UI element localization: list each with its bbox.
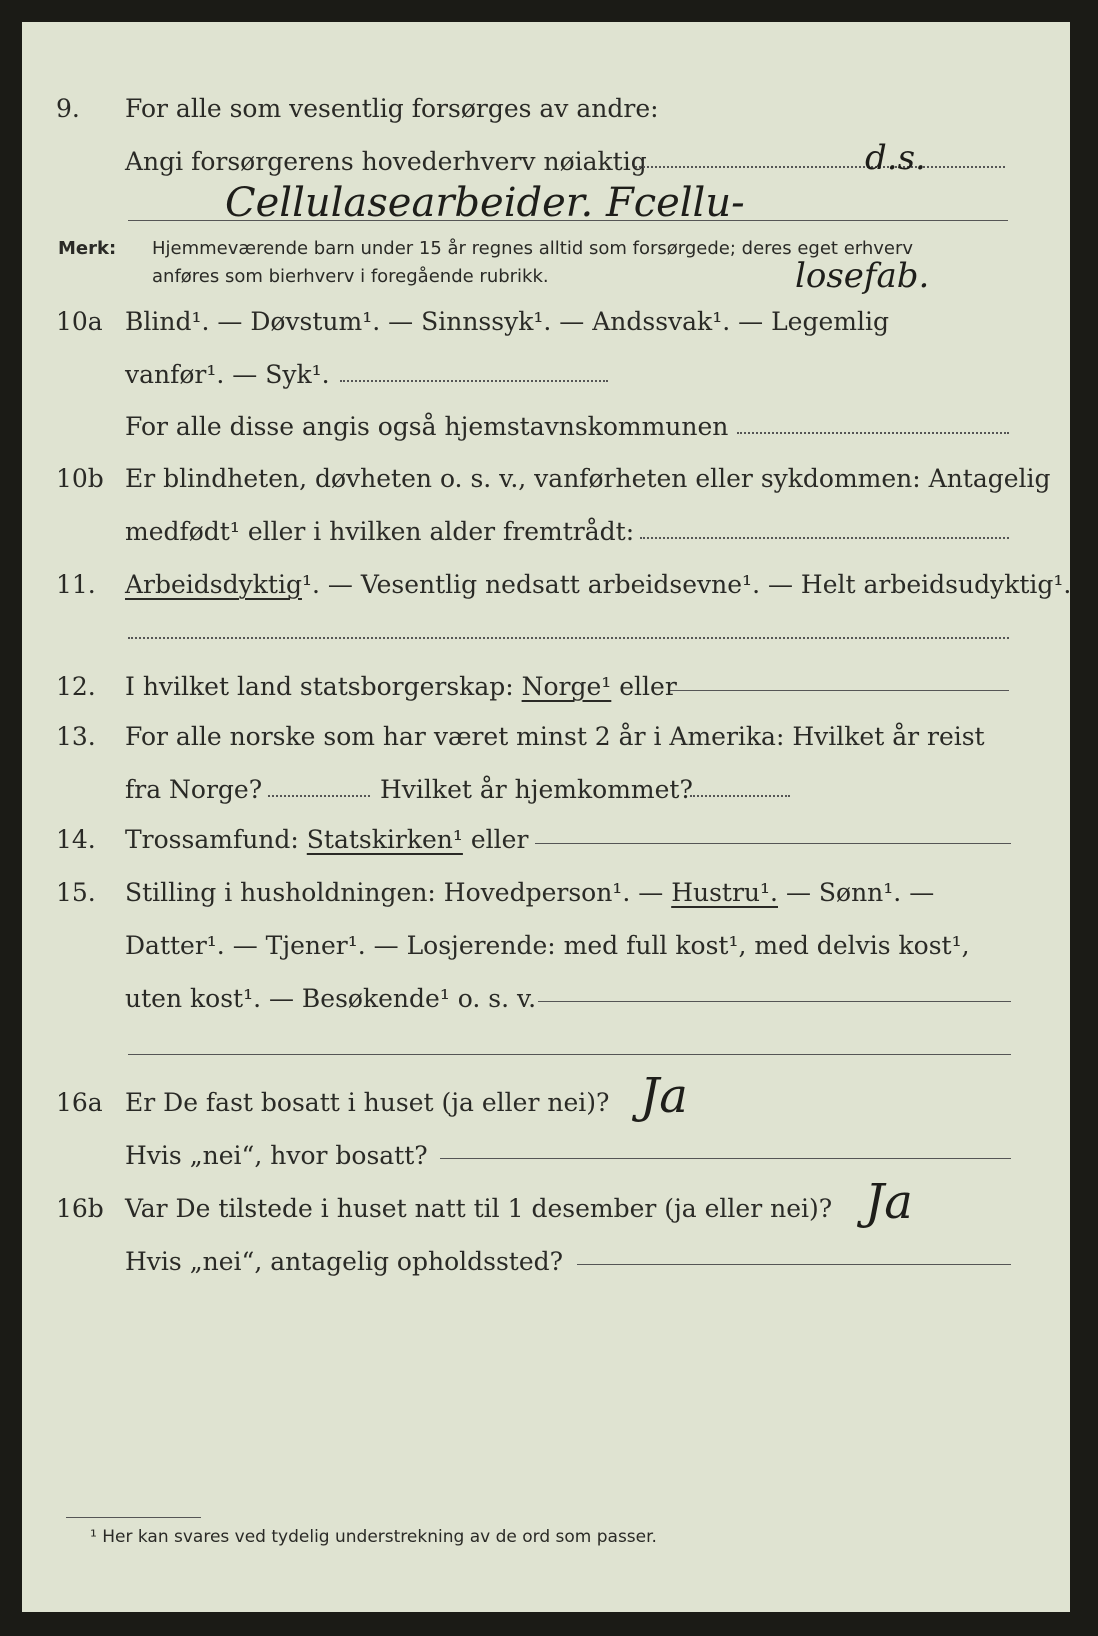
q13-number: 13. bbox=[56, 722, 96, 751]
q12-fill[interactable] bbox=[670, 690, 1009, 691]
q15-fill-2[interactable] bbox=[128, 1054, 1011, 1055]
q14-text bbox=[125, 823, 528, 857]
q13-text-2a: fra Norge? bbox=[125, 775, 263, 804]
q9-handwriting-ditto: d.s. bbox=[865, 138, 926, 178]
q16b-number: 16b bbox=[56, 1194, 104, 1223]
q13-text-2b: Hvilket år hjemkommet? bbox=[380, 775, 693, 804]
q10b-text-1: Er blindheten, døvheten o. s. v., vanførheten eller sykdommen: Antagelig bbox=[125, 464, 1051, 493]
q10a-fill-1[interactable] bbox=[340, 380, 608, 382]
q10a-text-2: vanfør¹. — Syk¹. bbox=[125, 360, 330, 389]
q9-fill-line[interactable] bbox=[635, 166, 1005, 168]
q10b-fill[interactable] bbox=[640, 537, 1009, 539]
q16a-number: 16a bbox=[56, 1088, 103, 1117]
q9-text-2: Angi forsørgerens hovederhverv nøiaktig bbox=[125, 147, 647, 176]
merk-text-1: Hjemmeværende barn under 15 år regnes alltid som forsørgede; deres eget erhverv bbox=[152, 238, 914, 259]
q10a-text-3: For alle disse angis også hjemstavnskommunen bbox=[125, 412, 729, 441]
q13-fill-hjemkommet[interactable] bbox=[690, 795, 790, 797]
q16a-handwriting-answer: Ja bbox=[640, 1068, 688, 1124]
q15-text-2: Datter¹. — Tjener¹. — Losjerende: med full kost¹, med delvis kost¹, bbox=[125, 931, 970, 960]
q16a-fill[interactable] bbox=[440, 1158, 1011, 1159]
q15-number: 15. bbox=[56, 878, 96, 907]
q15-fill-1[interactable] bbox=[538, 1001, 1011, 1002]
q13-fill-reist[interactable] bbox=[268, 795, 370, 797]
q15-text-1 bbox=[125, 876, 934, 910]
q15-text-3: uten kost¹. — Besøkende¹ o. s. v. bbox=[125, 984, 537, 1013]
q12-number: 12. bbox=[56, 672, 96, 701]
q14-text-pre: Trossamfund: bbox=[125, 825, 299, 854]
q10b-number: 10b bbox=[56, 464, 104, 493]
footnote-rule bbox=[66, 1517, 201, 1518]
q16b-fill[interactable] bbox=[577, 1264, 1011, 1265]
q16b-handwriting-answer: Ja bbox=[865, 1174, 913, 1230]
q10b-text-2: medfødt¹ eller i hvilken alder fremtrådt: bbox=[125, 517, 635, 546]
q16b-text-1: Var De tilstede i huset natt til 1 desember (ja eller nei)? bbox=[125, 1194, 833, 1223]
merk-text-2: anføres som bierhverv i foregående rubrikk. bbox=[152, 266, 549, 287]
q9-handwriting-occupation: Cellulasearbeider. Fcellu- bbox=[225, 180, 745, 226]
q9-text-1: For alle som vesentlig forsørges av andre: bbox=[125, 94, 659, 123]
q11-fill[interactable] bbox=[128, 637, 1009, 639]
q12-text-post: eller bbox=[619, 672, 677, 701]
q16a-text-1: Er De fast bosatt i huset (ja eller nei)? bbox=[125, 1088, 610, 1117]
merk-label: Merk: bbox=[58, 238, 117, 259]
q9-answer-line[interactable] bbox=[128, 220, 1008, 221]
q10a-number: 10a bbox=[56, 307, 103, 336]
q16b-text-2: Hvis „nei“, antagelig opholdssted? bbox=[125, 1247, 564, 1276]
footnote: ¹ Her kan svares ved tydelig understrekning av de ord som passer. bbox=[90, 1527, 657, 1547]
q9-number: 9. bbox=[56, 94, 80, 123]
q13-text-1: For alle norske som har været minst 2 år i Amerika: Hvilket år reist bbox=[125, 722, 985, 751]
q10a-fill-2[interactable] bbox=[737, 432, 1009, 434]
q12-underlined-answer[interactable]: Norge¹ bbox=[521, 672, 612, 701]
q15-text-1b: — Sønn¹. — bbox=[785, 878, 935, 907]
q14-number: 14. bbox=[56, 825, 96, 854]
q15-underlined-answer[interactable]: Hustru¹. bbox=[671, 878, 778, 907]
q16a-text-2: Hvis „nei“, hvor bosatt? bbox=[125, 1141, 428, 1170]
q14-text-post: eller bbox=[470, 825, 529, 854]
q14-fill[interactable] bbox=[535, 843, 1011, 844]
q15-text-1a: Stilling i husholdningen: Hovedperson¹. — bbox=[125, 878, 664, 907]
q11-text bbox=[125, 568, 1071, 602]
q10a-text-1: Blind¹. — Døvstum¹. — Sinnssyk¹. — Andssvak¹. — Legemlig bbox=[125, 307, 889, 336]
merk-handwriting: losefab. bbox=[795, 256, 930, 296]
q14-underlined-answer[interactable]: Statskirken¹ bbox=[306, 825, 463, 854]
q11-text-rest: ¹. — Vesentlig nedsatt arbeidsevne¹. — Helt arbeidsudyktig¹. bbox=[301, 570, 1072, 599]
q12-text-pre: I hvilket land statsborgerskap: bbox=[125, 672, 514, 701]
q11-underlined-answer[interactable]: Arbeidsdyktig bbox=[125, 570, 302, 599]
q11-number: 11. bbox=[56, 570, 96, 599]
q12-text bbox=[125, 670, 677, 704]
